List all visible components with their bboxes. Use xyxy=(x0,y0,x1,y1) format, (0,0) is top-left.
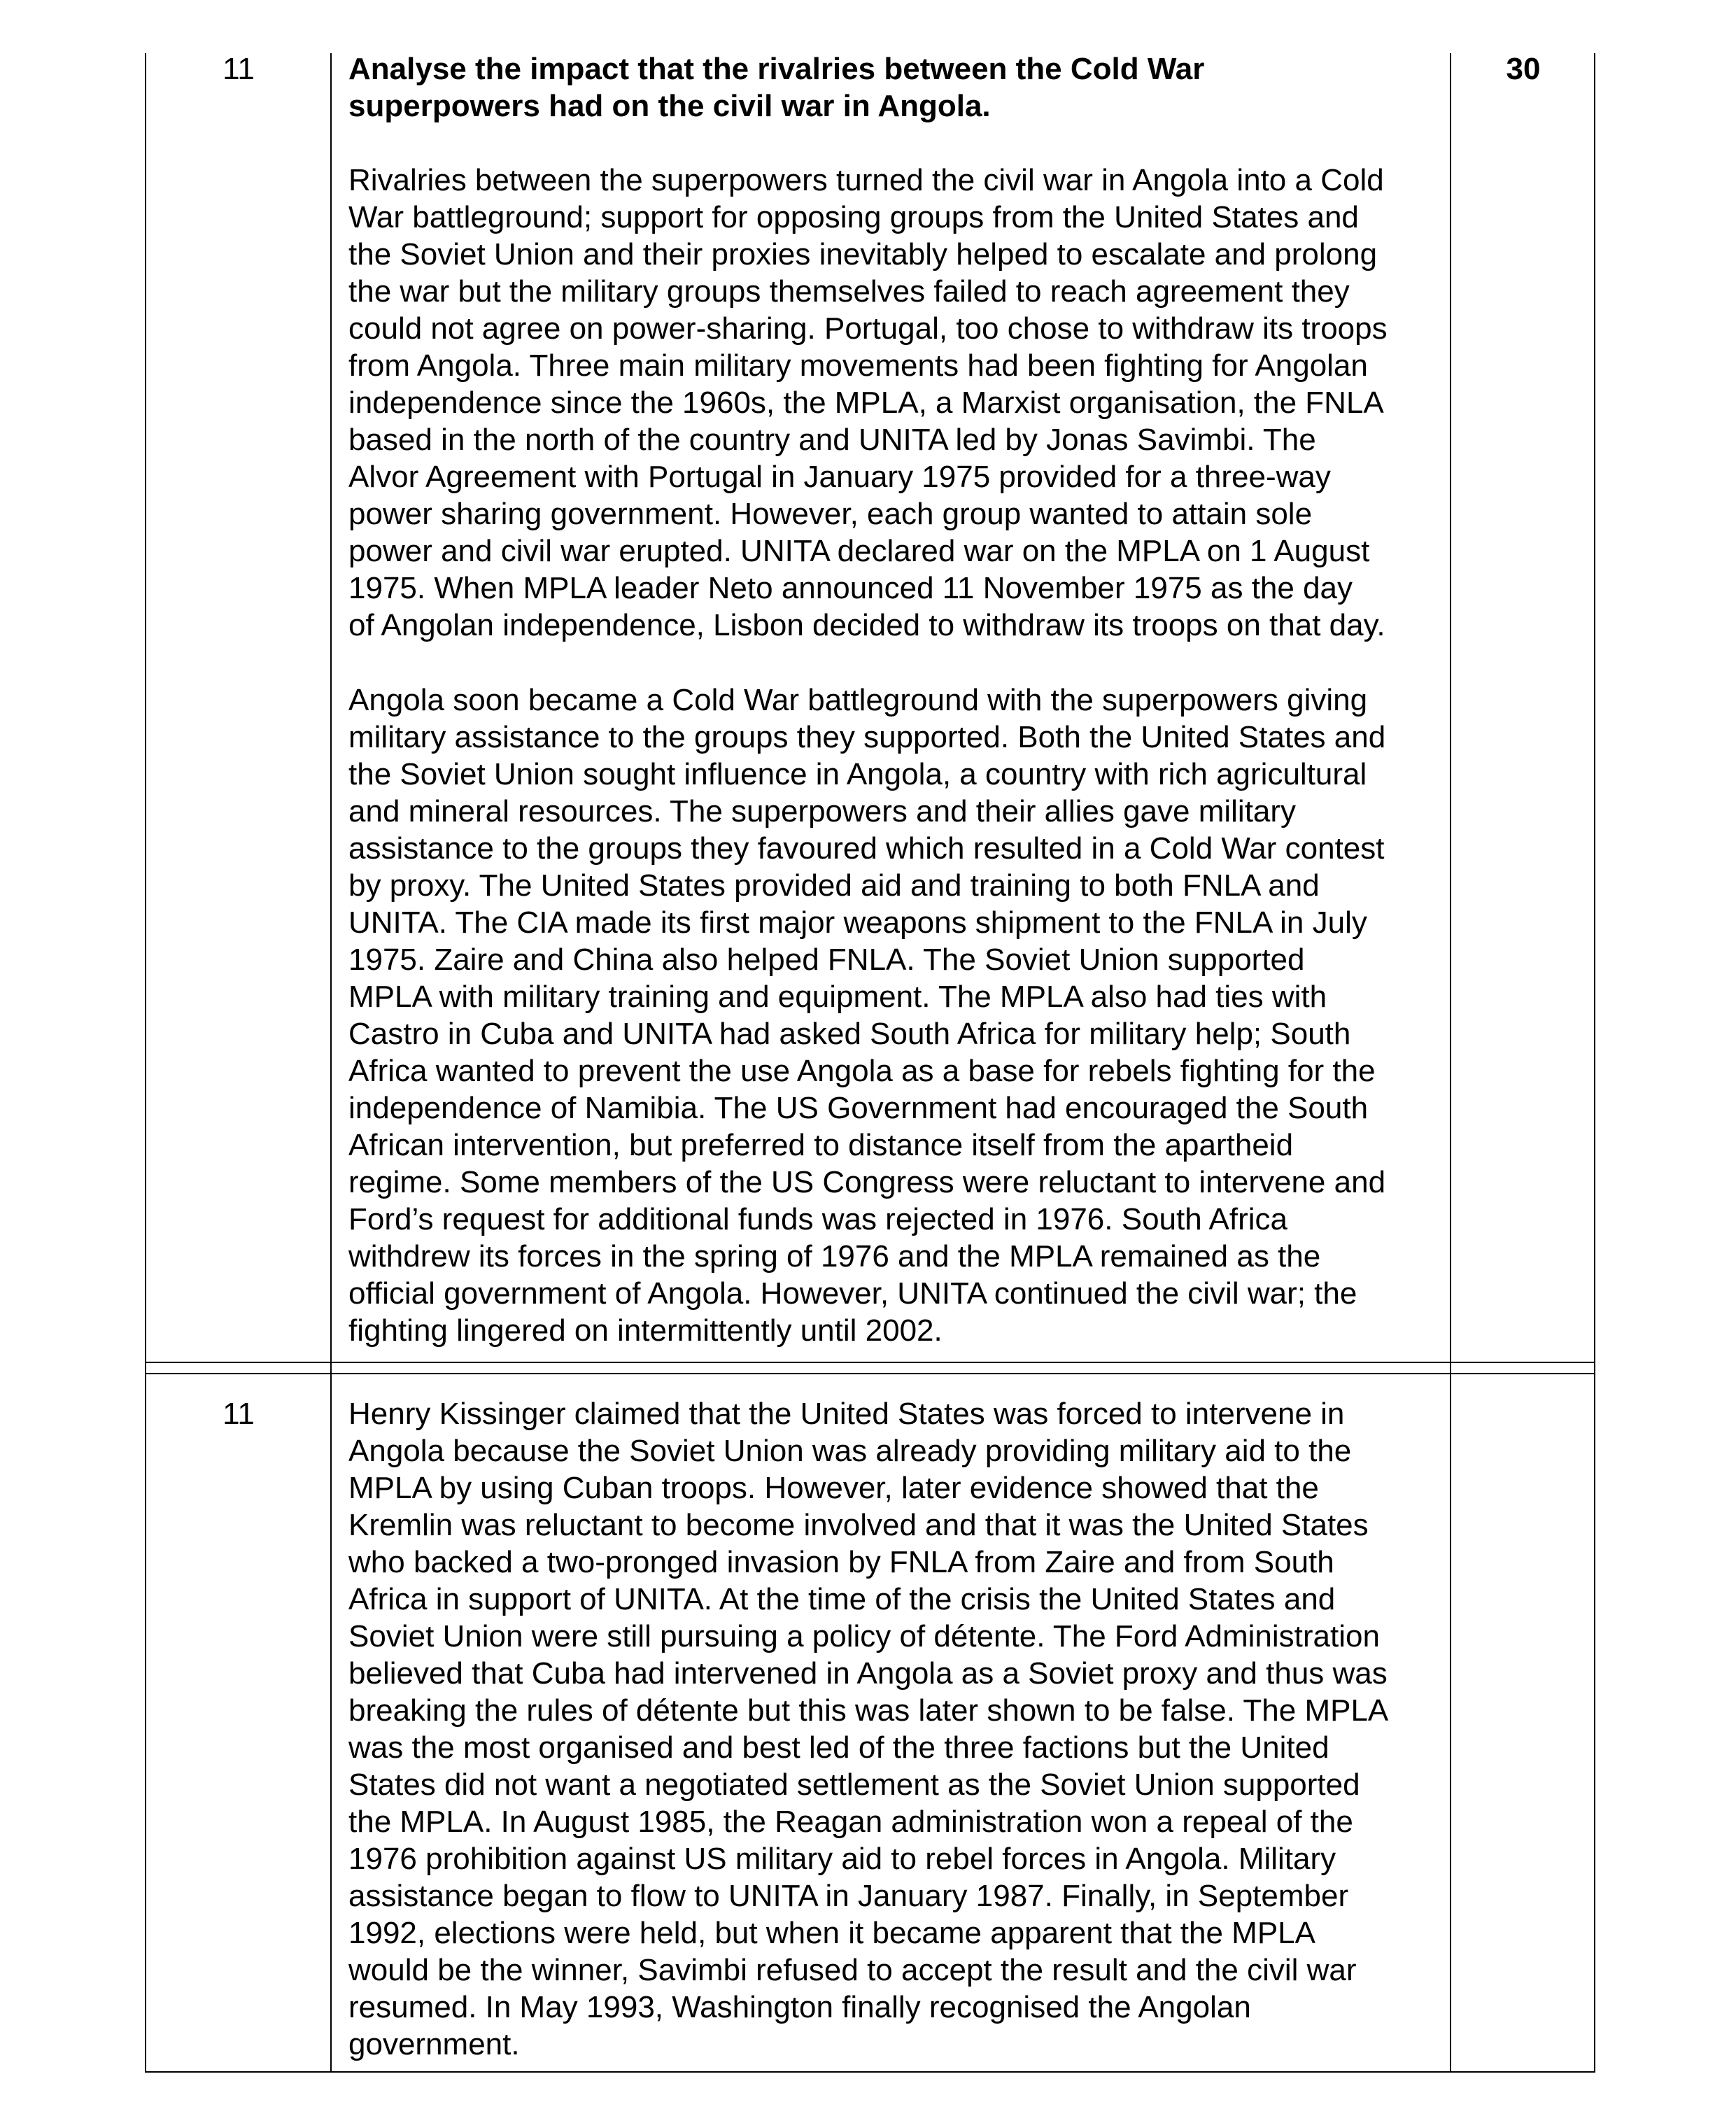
text-line: the Soviet Union and their proxies inevitably helped to escalate and prolong xyxy=(348,237,1378,271)
text-line: Henry Kissinger claimed that the United States was forced to intervene in xyxy=(348,1397,1345,1431)
answer-paragraph xyxy=(348,682,1440,1349)
text-line: official government of Angola. However, UNITA continued the civil war; the xyxy=(348,1276,1357,1311)
text-line: government. xyxy=(348,2027,520,2061)
answer-paragraph xyxy=(348,162,1440,644)
text-line: was the most organised and best led of the three factions but the United xyxy=(348,1730,1329,1765)
text-line: African intervention, but preferred to distance itself from the apartheid xyxy=(348,1128,1294,1162)
column-divider-marks xyxy=(1450,53,1451,2073)
text-line: Alvor Agreement with Portugal in January 1975 provided for a three-way xyxy=(348,460,1331,494)
question-text xyxy=(348,50,1440,125)
marks-value: 30 xyxy=(1506,52,1541,86)
text-line: withdrew its forces in the spring of 1976 and the MPLA remained as the xyxy=(348,1239,1321,1274)
text-line: independence of Namibia. The US Government had encouraged the South xyxy=(348,1091,1369,1125)
text-line: could not agree on power-sharing. Portugal, too chose to withdraw its troops xyxy=(348,311,1388,346)
text-line: States did not want a negotiated settlement as the Soviet Union supported xyxy=(348,1768,1360,1802)
text-line: power and civil war erupted. UNITA declared war on the MPLA on 1 August xyxy=(348,534,1370,568)
text-line: independence since the 1960s, the MPLA, a Marxist organisation, the FNLA xyxy=(348,386,1384,420)
text-line: of Angolan independence, Lisbon decided to withdraw its troops on that day. xyxy=(348,608,1385,642)
text-line: would be the winner, Savimbi refused to accept the result and the civil war xyxy=(348,1953,1357,1987)
text-line: believed that Cuba had intervened in Angola as a Soviet proxy and thus was xyxy=(348,1656,1388,1691)
text-line: 1975. When MPLA leader Neto announced 11 November 1975 as the day xyxy=(348,571,1353,605)
text-line: Angola because the Soviet Union was already providing military aid to the xyxy=(348,1434,1352,1468)
question-number: 11 xyxy=(223,1397,255,1431)
text-line: 1992, elections were held, but when it became apparent that the MPLA xyxy=(348,1916,1315,1950)
text-line: from Angola. Three main military movements had been fighting for Angolan xyxy=(348,348,1368,383)
text-line: MPLA by using Cuban troops. However, later evidence showed that the xyxy=(348,1471,1319,1505)
text-line: the Soviet Union sought influence in Angola, a country with rich agricultural xyxy=(348,757,1367,791)
text-line: the MPLA. In August 1985, the Reagan administration won a repeal of the xyxy=(348,1805,1353,1839)
text-line: by proxy. The United States provided aid and training to both FNLA and xyxy=(348,868,1320,903)
text-line: Soviet Union were still pursuing a policy of détente. The Ford Administration xyxy=(348,1619,1380,1653)
column-divider-number xyxy=(330,53,332,2073)
text-line: fighting lingered on intermittently until 2002. xyxy=(348,1313,943,1348)
text-line: Rivalries between the superpowers turned the civil war in Angola into a Cold xyxy=(348,163,1384,197)
text-line: power sharing government. However, each group wanted to attain sole xyxy=(348,497,1313,531)
text-line: Kremlin was reluctant to become involved and that it was the United States xyxy=(348,1508,1369,1542)
text-line: the war but the military groups themselves failed to reach agreement they xyxy=(348,274,1350,309)
text-line: Angola soon became a Cold War battleground with the superpowers giving xyxy=(348,683,1368,717)
question-number: 11 xyxy=(223,52,255,86)
answer-paragraph xyxy=(348,1395,1440,2063)
text-line: assistance began to flow to UNITA in January 1987. Finally, in September xyxy=(348,1879,1349,1913)
text-line: who backed a two-pronged invasion by FNLA from Zaire and from South xyxy=(348,1545,1334,1579)
text-line: assistance to the groups they favoured which resulted in a Cold War contest xyxy=(348,831,1385,866)
table-bottom-border xyxy=(145,2071,1595,2073)
text-line: breaking the rules of détente but this was later shown to be false. The MPLA xyxy=(348,1693,1389,1728)
text-line: Africa wanted to prevent the use Angola as a base for rebels fighting for the xyxy=(348,1054,1376,1088)
text-line: based in the north of the country and UNITA led by Jonas Savimbi. The xyxy=(348,423,1316,457)
text-line: military assistance to the groups they supported. Both the United States and xyxy=(348,720,1386,754)
question-line: superpowers had on the civil war in Angola. xyxy=(348,89,991,123)
text-line: 1975. Zaire and China also helped FNLA. The Soviet Union supported xyxy=(348,943,1305,977)
text-line: 1976 prohibition against US military aid to rebel forces in Angola. Military xyxy=(348,1842,1336,1876)
row-separator-top xyxy=(145,1362,1595,1363)
question-line: Analyse the impact that the rivalries between the Cold War xyxy=(348,52,1205,86)
table-left-border xyxy=(145,53,146,2073)
text-line: War battleground; support for opposing groups from the United States and xyxy=(348,200,1359,234)
text-line: resumed. In May 1993, Washington finally recognised the Angolan xyxy=(348,1990,1251,2024)
text-line: UNITA. The CIA made its first major weapons shipment to the FNLA in July xyxy=(348,905,1367,940)
text-line: Ford’s request for additional funds was rejected in 1976. South Africa xyxy=(348,1202,1287,1236)
text-line: Africa in support of UNITA. At the time of the crisis the United States and xyxy=(348,1582,1336,1616)
text-line: and mineral resources. The superpowers and their allies gave military xyxy=(348,794,1297,828)
row-separator-bottom xyxy=(145,1373,1595,1374)
text-line: MPLA with military training and equipment. The MPLA also had ties with xyxy=(348,980,1327,1014)
text-line: regime. Some members of the US Congress were reluctant to intervene and xyxy=(348,1165,1386,1199)
table-right-border xyxy=(1594,53,1595,2073)
text-line: Castro in Cuba and UNITA had asked South Africa for military help; South xyxy=(348,1017,1351,1051)
